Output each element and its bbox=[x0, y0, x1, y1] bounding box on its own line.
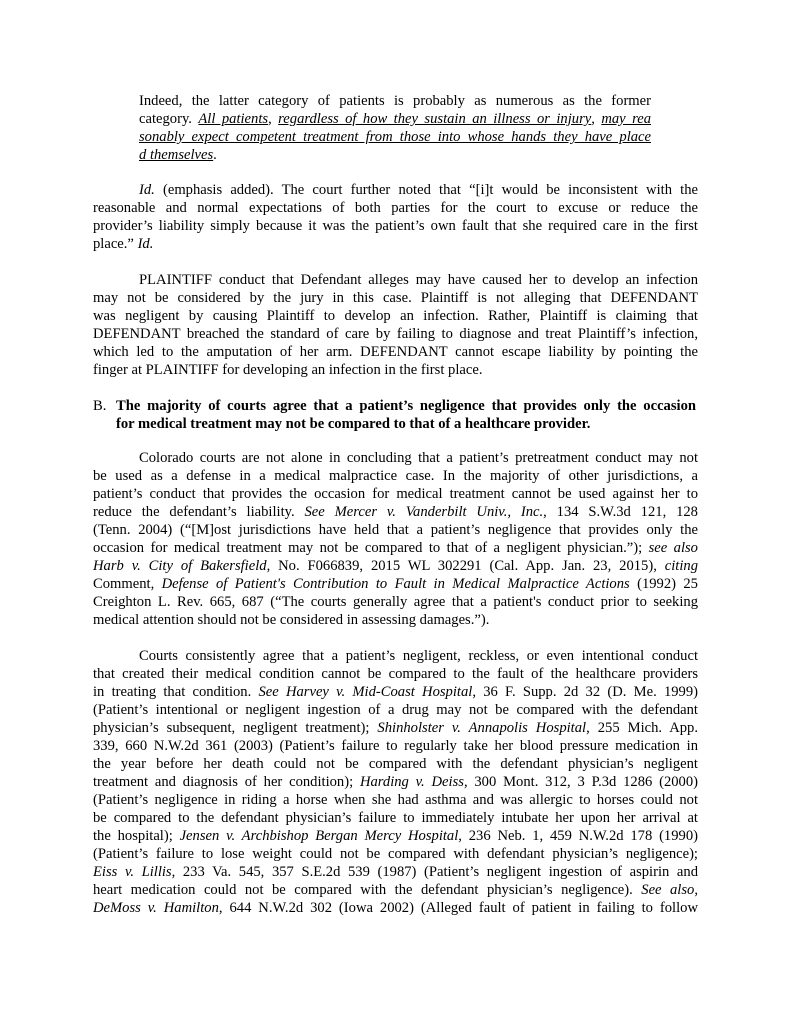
text-line: patient’s conduct that provides the occasion for medical treatment cannot be used against her to bbox=[93, 486, 698, 502]
text-line: heart medication could not be compared with the defendant physician’s negligence). See also, bbox=[93, 882, 698, 898]
text-line: in treating that condition. See Harvey v. Mid-Coast Hospital, 36 F. Supp. 2d 32 (D. Me. 1999) bbox=[93, 684, 698, 700]
paragraph-plaintiff-conduct bbox=[93, 272, 698, 382]
text-line: Colorado courts are not alone in concluding that a patient’s pretreatment conduct may not bbox=[139, 450, 698, 466]
text-line: which led to the amputation of her arm. DEFENDANT cannot escape liability by pointing the bbox=[93, 344, 698, 360]
text-line: (Tenn. 2004) (“[M]ost jurisdictions have held that a patient’s negligence that provides only the bbox=[93, 522, 698, 538]
text-line: DeMoss v. Hamilton, 644 N.W.2d 302 (Iowa 2002) (Alleged fault of patient in failing to follow bbox=[93, 900, 698, 916]
text-line: Creighton L. Rev. 665, 687 (“The courts generally agree that a patient's conduct prior to seeking bbox=[93, 594, 698, 610]
paragraph-courts-consistently bbox=[93, 648, 698, 920]
text-line: the hospital); Jensen v. Archbishop Bergan Mercy Hospital, 236 Neb. 1, 459 N.W.2d 178 (1990) bbox=[93, 828, 698, 844]
text-line: occasion for medical treatment may not be compared to that of a negligent physician.”); see also bbox=[93, 540, 698, 556]
text-line: was negligent by causing Plaintiff to develop an infection. Rather, Plaintiff is claiming that bbox=[93, 308, 698, 324]
text-line: finger at PLAINTIFF for developing an infection in the first place. bbox=[93, 362, 483, 378]
text-line: (Patient’s intentional or negligent ingestion of a drug may not be compared with the defendant bbox=[93, 702, 698, 718]
paragraph-emphasis bbox=[93, 182, 698, 262]
text-line: that created their medical condition cannot be compared to the fault of the healthcare providers bbox=[93, 666, 698, 682]
text-line: (Patient’s negligence in riding a horse when she had asthma and was allergic to horses could not bbox=[93, 792, 698, 808]
heading-marker: B. bbox=[93, 398, 107, 414]
text-line: Id. (emphasis added). The court further noted that “[i]t would be inconsistent with the bbox=[139, 182, 698, 198]
quote-line: sonably expect competent treatment from those into whose hands they have place bbox=[139, 129, 651, 145]
text-line: place.” Id. bbox=[93, 236, 154, 252]
block-quote bbox=[139, 93, 651, 173]
text-line: treatment and diagnosis of her condition); Harding v. Deiss, 300 Mont. 312, 3 P.3d 1286 (2000) bbox=[93, 774, 698, 790]
paragraph-colorado-courts bbox=[93, 450, 698, 630]
text-line: 339, 660 N.W.2d 361 (2003) (Patient’s failure to regularly take her blood pressure medication in bbox=[93, 738, 698, 754]
text-line: PLAINTIFF conduct that Defendant alleges may have caused her to develop an infection bbox=[139, 272, 698, 288]
text-line: Eiss v. Lillis, 233 Va. 545, 357 S.E.2d 539 (1987) (Patient’s negligent ingestion of aspirin and bbox=[93, 864, 698, 880]
text-line: physician’s subsequent, negligent treatment); Shinholster v. Annapolis Hospital, 255 Mich. App. bbox=[93, 720, 698, 736]
text-line: reduce the defendant’s liability. See Mercer v. Vanderbilt Univ., Inc., 134 S.W.3d 121, 128 bbox=[93, 504, 698, 520]
heading-line: The majority of courts agree that a patient’s negligence that provides only the occasion bbox=[116, 398, 696, 414]
quote-line: Indeed, the latter category of patients is probably as numerous as the former bbox=[139, 93, 651, 109]
text-line: reasonable and normal expectations of both parties for the court to excuse or reduce the bbox=[93, 200, 698, 216]
text-line: be compared to the defendant physician’s failure to immediately intubate her upon her arrival at bbox=[93, 810, 698, 826]
text-line: (Patient’s failure to lose weight could not be compared with defendant physician’s negligence); bbox=[93, 846, 698, 862]
text-line: provider’s liability simply because it was the patient’s own fault that she required care in the first bbox=[93, 218, 698, 234]
text-line: the year before her death could not be compared with the defendant physician’s negligent bbox=[93, 756, 698, 772]
quote-line: category. All patients, regardless of how they sustain an illness or injury, may rea bbox=[139, 111, 651, 127]
text-line: Courts consistently agree that a patient’s negligent, reckless, or even intentional conduct bbox=[139, 648, 698, 664]
text-line: be used as a defense in a medical malpractice case. In the majority of other jurisdictions, a bbox=[93, 468, 698, 484]
text-line: may not be considered by the jury in this case. Plaintiff is not alleging that DEFENDANT bbox=[93, 290, 698, 306]
text-line: Comment, Defense of Patient's Contribution to Fault in Medical Malpractice Actions (1992) 25 bbox=[93, 576, 698, 592]
quote-line: d themselves. bbox=[139, 147, 217, 163]
section-heading bbox=[93, 398, 698, 438]
text-line: DEFENDANT breached the standard of care by failing to diagnose and treat Plaintiff’s infection, bbox=[93, 326, 698, 342]
text-line: Harb v. City of Bakersfield, No. F066839, 2015 WL 302291 (Cal. App. Jan. 23, 2015), citing bbox=[93, 558, 698, 574]
heading-line: for medical treatment may not be compared to that of a healthcare provider. bbox=[116, 416, 591, 432]
text-line: medical attention should not be considered in assessing damages.”). bbox=[93, 612, 490, 628]
